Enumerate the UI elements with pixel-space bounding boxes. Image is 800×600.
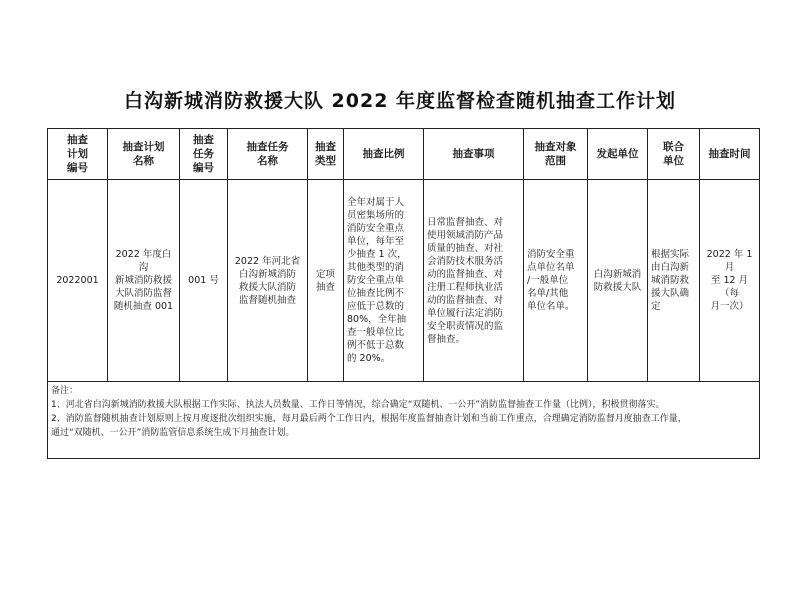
note-line: 通过“双随机、一公开”消防监管信息系统生成下月抽查计划。 (51, 428, 295, 438)
header-plan-no: 抽查 计划 编号 (48, 129, 108, 180)
header-task-no: 抽查 任务 编号 (180, 129, 228, 180)
page-title: 白沟新城消防救援大队 2022 年度监督检查随机抽查工作计划 (123, 90, 677, 112)
header-task-name: 抽查任务 名称 (228, 129, 308, 180)
cell-joint: 根据实际 由白沟新 城消防救 援大队确 定 (648, 180, 700, 382)
cell-plan-no: 2022001 (48, 180, 108, 382)
cell-scope: 消防安全重 点单位名单 /一般单位 名单/其他 单位名单。 (524, 180, 588, 382)
header-plan-name: 抽查计划 名称 (108, 129, 180, 180)
cell-plan-name: 2022 年度白沟 新城消防救援 大队消防监督 随机抽查 001 (108, 180, 180, 382)
notes-row (48, 382, 760, 459)
header-items: 抽查事项 (424, 129, 524, 180)
cell-initiator: 白沟新城消 防救援大队 (588, 180, 648, 382)
cell-task-name: 2022 年河北省 白沟新城消防 救援大队消防 监督随机抽查 (228, 180, 308, 382)
note-line: 2、消防监督随机抽查计划原则上按月度逐批次组织实施，每月最后两个工作日内，根据年度监督抽查计划和当前工作重点，合理确定消防监督月度抽查工作量， (51, 414, 687, 424)
header-ratio: 抽查比例 (344, 129, 424, 180)
header-type: 抽查 类型 (308, 129, 344, 180)
header-joint: 联合 单位 (648, 129, 700, 180)
header-time: 抽查时间 (700, 129, 760, 180)
cell-items: 日常监督抽查、对 使用领域消防产品 质量的抽查、对社 会消防技术服务活 动的监督抽查、对 注册工程师执业活 动的监督抽查、对 单位履行法定消防 安全职责情况的监 督抽查。 (424, 180, 524, 382)
header-row (48, 129, 760, 180)
cell-task-no: 001 号 (180, 180, 228, 382)
cell-type: 定项 抽查 (308, 180, 344, 382)
inspection-plan-table (47, 128, 760, 459)
table-row (48, 180, 760, 382)
notes-cell (48, 382, 760, 459)
header-initiator: 发起单位 (588, 129, 648, 180)
header-scope: 抽查对象 范围 (524, 129, 588, 180)
notes-title: 备注： (51, 386, 79, 396)
note-line: 1、河北省白沟新城消防救援大队根据工作实际、执法人员数量、工作日等情况，综合确定“双随机、一公开”消防监督抽查工作量（比例），积极贯彻落实。 (51, 400, 665, 410)
cell-time: 2022 年 1 月 至 12 月（每 月一次） (700, 180, 760, 382)
cell-ratio: 全年对属于人 员密集场所的 消防安全重点 单位，每年至 少抽查 1 次， 其他类型的消 防安全重点单 位抽查比例不 应低于总数的 80%，全年抽 查一般单位比 例不低于总数 的 20%。 (344, 180, 424, 382)
